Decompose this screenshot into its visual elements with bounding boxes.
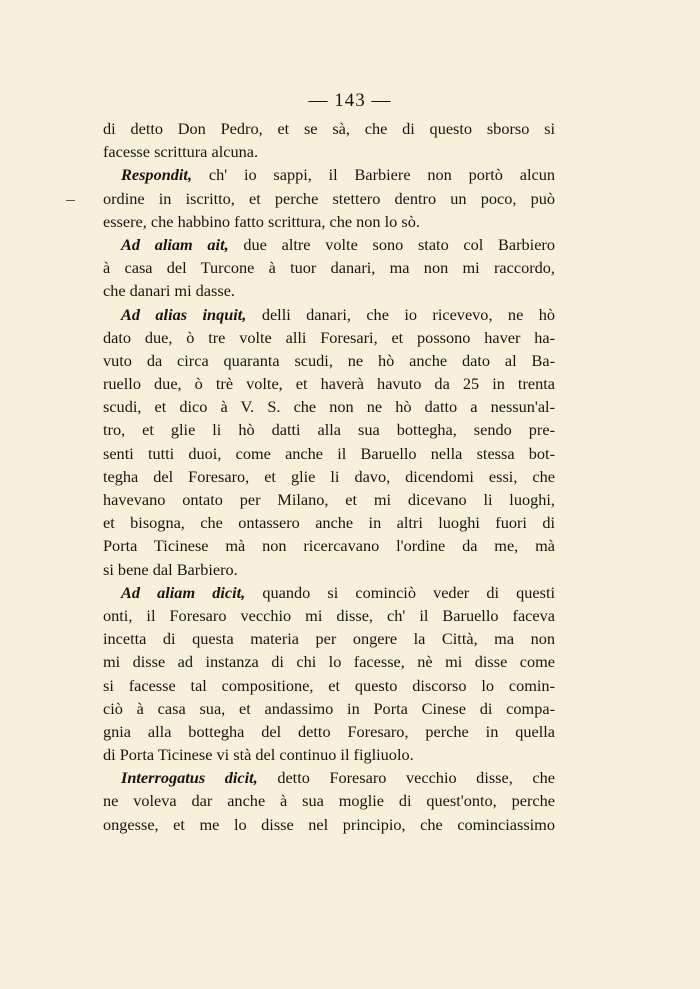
text-line: ongesse, et me lo disse nel principio, che cominciassimo <box>103 814 555 834</box>
text-segment: due altre volte sono stato col Barbiero <box>243 234 555 254</box>
text-line: facesse scrittura alcuna. <box>103 142 259 162</box>
text-line: di Porta Ticinese vi stà del continuo il figliuolo. <box>103 745 414 765</box>
text-line: gnia alla bottegha del detto Foresaro, perche in quella <box>103 721 555 741</box>
text-segment: ch' io sappi, il Barbiere non portò alcun <box>208 165 555 185</box>
text-line: Porta Ticinese mà non ricercavano l'ordine da me, mà <box>103 536 555 556</box>
text-line: ne voleva dar anche à sua moglie di quest'onto, perche <box>103 791 555 811</box>
text-line: scudi, et dico à V. S. che non ne hò datto a nessun'al- <box>103 397 555 417</box>
page-number: — 143 — <box>308 90 392 111</box>
text-line: ciò à casa sua, et andassimo in Porta Cinese di compa- <box>103 698 555 718</box>
text-line: che danari mi dasse. <box>103 281 236 301</box>
text-line: tro, et glie li hò datti alla sua bottegha, sendo pre- <box>103 420 555 440</box>
text-line: dato due, ò tre volte alli Foresari, et possono haver ha- <box>103 327 555 347</box>
text-segment: delli danari, che io ricevevo, ne hò <box>261 304 555 324</box>
lead-phrase: Ad aliam dicit, <box>121 582 246 602</box>
text-line: et bisogna, che ontassero anche in altri luoghi fuori di <box>103 513 555 533</box>
paragraph-start <box>103 581 555 604</box>
text-line: mi disse ad instanza di chi lo facesse, nè mi disse come <box>103 652 555 672</box>
paragraph-start <box>103 766 555 789</box>
text-line: tegha del Foresaro, et glie li davo, dicendomi essi, che <box>103 466 555 486</box>
text-line: havevano ontato per Milano, et mi dicevano li luoghi, <box>103 490 555 509</box>
text-line: à casa del Turcone à tuor danari, ma non mi raccordo, <box>103 258 555 278</box>
text-line: essere, che habbino fatto scrittura, che non lo sò. <box>103 211 420 231</box>
text-line: onti, il Foresaro vecchio mi disse, ch' il Baruello faceva <box>103 605 555 625</box>
lead-phrase: Ad aliam ait, <box>121 234 229 254</box>
text-line: ordine in iscritto, et perche stettero dentro un poco, può <box>103 188 555 208</box>
text-line: si bene dal Barbiero. <box>103 559 238 579</box>
text-line: senti tutti duoi, come anche il Baruello nella stessa bot- <box>103 443 555 463</box>
text-line: incetta di questa materia per ongere la Città, ma non <box>103 629 555 649</box>
paragraph-start <box>103 233 555 256</box>
paragraph-start <box>103 163 555 186</box>
margin-mark <box>66 200 75 201</box>
lead-phrase: Respondit, <box>121 165 193 185</box>
lead-phrase: Ad alias inquit, <box>121 304 247 324</box>
text-line: vuto da circa quaranta scudi, ne hò anche dato al Ba- <box>103 350 555 370</box>
text-line: di detto Don Pedro, et se sà, che di questo sborso si <box>103 119 555 138</box>
paragraph-start <box>103 303 555 326</box>
text-segment: detto Foresaro vecchio disse, che <box>277 768 555 788</box>
body-text <box>103 117 555 836</box>
text-line: ruello due, ò trè volte, et haverà havuto da 25 in trenta <box>103 374 555 394</box>
text-segment: quando si cominciò veder di questi <box>262 582 556 602</box>
text-line: si facesse tal compositione, et questo discorso lo comin- <box>103 675 555 695</box>
lead-phrase: Interrogatus dicit, <box>121 768 258 788</box>
